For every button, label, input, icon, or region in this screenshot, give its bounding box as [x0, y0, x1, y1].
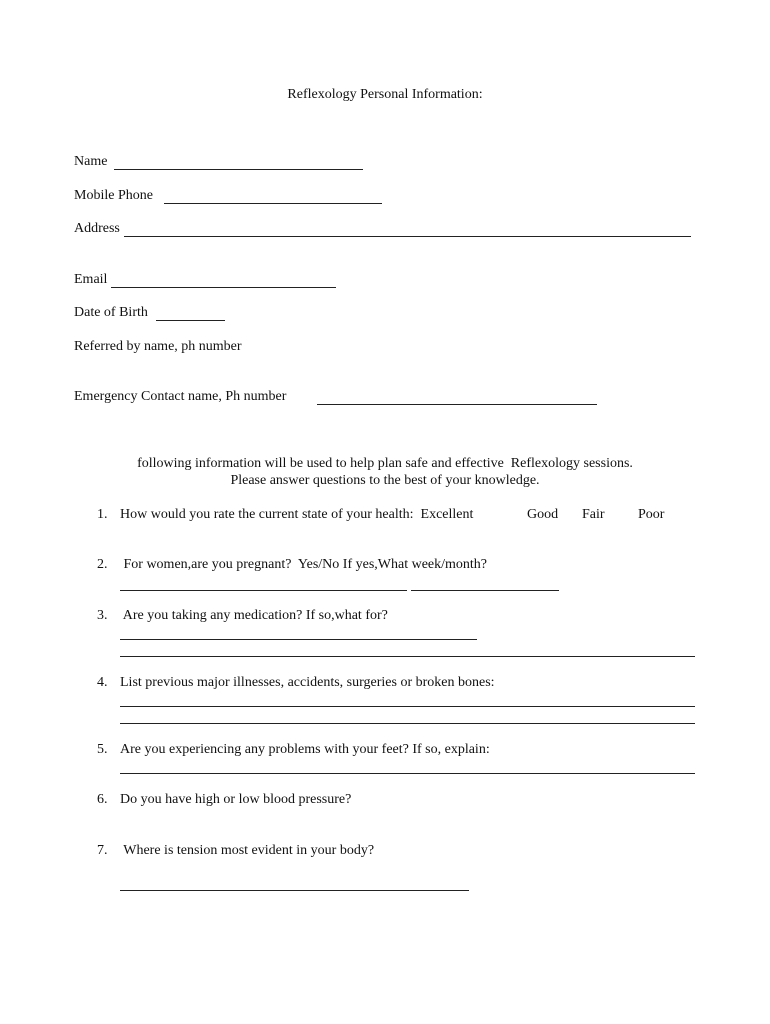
answer-line[interactable]: [411, 590, 559, 591]
question-text: Do you have high or low blood pressure?: [120, 792, 352, 807]
mobile-phone-field[interactable]: [164, 203, 382, 204]
name-field[interactable]: [114, 169, 363, 170]
answer-line[interactable]: [120, 639, 477, 640]
email-field[interactable]: [111, 287, 336, 288]
question-number: 3.: [97, 608, 108, 623]
address-label: Address: [74, 221, 120, 236]
intro-line-1: following information will be used to help plan safe and effective Reflexology sessions.: [137, 456, 633, 471]
answer-line[interactable]: [120, 773, 695, 774]
name-label: Name: [74, 154, 108, 169]
question-text: List previous major illnesses, accidents, surgeries or broken bones:: [120, 675, 495, 690]
question-text: Are you experiencing any problems with your feet? If so, explain:: [120, 742, 490, 757]
rating-option-good[interactable]: Good: [527, 507, 559, 522]
intro-line-2: Please answer questions to the best of your knowledge.: [230, 473, 540, 488]
rating-option-fair[interactable]: Fair: [582, 507, 605, 522]
mobile-phone-label: Mobile Phone: [74, 188, 153, 203]
referred-by-label: Referred by name, ph number: [74, 339, 242, 354]
answer-line[interactable]: [120, 723, 695, 724]
question-number: 5.: [97, 742, 108, 757]
emergency-contact-field[interactable]: [317, 404, 597, 405]
page-title: Reflexology Personal Information:: [287, 87, 483, 102]
answer-line[interactable]: [120, 656, 695, 657]
dob-field[interactable]: [156, 320, 225, 321]
question-text: Are you taking any medication? If so,what for?: [120, 608, 388, 623]
rating-option-poor[interactable]: Poor: [638, 507, 665, 522]
answer-line[interactable]: [120, 590, 407, 591]
email-label: Email: [74, 272, 108, 287]
answer-line[interactable]: [120, 890, 469, 891]
question-number: 4.: [97, 675, 108, 690]
emergency-contact-label: Emergency Contact name, Ph number: [74, 389, 287, 404]
question-text: How would you rate the current state of your health: Excellent: [120, 507, 474, 522]
question-text: Where is tension most evident in your body?: [120, 843, 375, 858]
question-number: 7.: [97, 843, 108, 858]
question-text: For women,are you pregnant? Yes/No If yes,What week/month?: [120, 557, 488, 572]
question-number: 2.: [97, 557, 108, 572]
question-number: 1.: [97, 507, 108, 522]
dob-label: Date of Birth: [74, 305, 148, 320]
answer-line[interactable]: [120, 706, 695, 707]
address-field[interactable]: [124, 236, 691, 237]
question-number: 6.: [97, 792, 108, 807]
